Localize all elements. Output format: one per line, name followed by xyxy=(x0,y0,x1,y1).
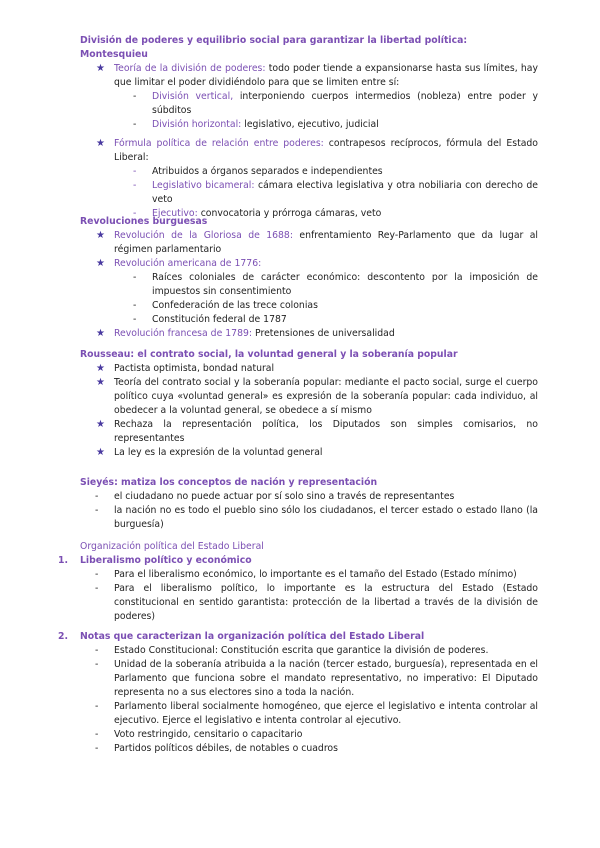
star-icon: ★ xyxy=(96,258,105,269)
dash-icon: - xyxy=(95,729,99,740)
list-item: - Para el liberalismo político, lo importante es la estructura del Estado (Estado constitucional en sentido garantista: protección de la libertad a través de la división de poderes) xyxy=(95,583,538,622)
list-item: - Partidos políticos débiles, de notables o cuadros xyxy=(95,743,338,754)
dash-icon: - xyxy=(95,505,99,516)
list-item: - Para el liberalismo económico, lo importante es el tamaño del Estado (Estado mínimo) xyxy=(95,569,517,580)
star-icon: ★ xyxy=(96,419,105,430)
dash-icon: - xyxy=(95,743,99,754)
dash-icon: - xyxy=(133,208,137,219)
star-icon: ★ xyxy=(96,328,105,339)
numbered-heading: 1. Liberalismo político y económico xyxy=(58,555,252,566)
dash-icon: - xyxy=(133,119,137,130)
list-item: ★ Teoría de la división de poderes: todo poder tiende a expansionarse hasta sus límites, hay que limitar el poder dividiéndolo para que se limiten entre sí: xyxy=(96,63,538,88)
section-rousseau xyxy=(80,348,538,460)
star-icon: ★ xyxy=(96,377,105,388)
section-estado-liberal xyxy=(58,540,538,756)
list-item: ★ Pactista optimista, bondad natural xyxy=(96,363,275,374)
star-icon: ★ xyxy=(96,63,105,74)
dash-icon: - xyxy=(133,300,137,311)
list-item: - Parlamento liberal socialmente homogéneo, que ejerce el legislativo e intenta controlar al ejecutivo. Ejerce el legislativo e intenta controlar al ejecutivo. xyxy=(95,701,538,726)
star-icon: ★ xyxy=(96,363,105,374)
list-item: - División vertical, interponiendo cuerpos intermedios (nobleza) entre poder y súbditos xyxy=(133,91,538,116)
list-item: ★ Revolución de la Gloriosa de 1688: enfrentamiento Rey-Parlamento que da lugar al régimen parlamentario xyxy=(96,230,538,255)
dash-icon: - xyxy=(133,91,137,102)
dash-icon: - xyxy=(95,645,99,656)
list-item: - Voto restringido, censitario o capacitario xyxy=(95,729,303,740)
list-item: - Constitución federal de 1787 xyxy=(133,314,287,325)
list-item: - Estado Constitucional: Constitución escrita que garantice la división de poderes. xyxy=(95,645,489,656)
list-item: ★ Revolución americana de 1776: xyxy=(96,258,262,269)
dash-icon: - xyxy=(133,314,137,325)
list-item: - Atribuidos a órganos separados e independientes xyxy=(133,166,383,177)
dash-icon: - xyxy=(133,166,137,177)
star-icon: ★ xyxy=(96,230,105,241)
dash-icon: - xyxy=(95,569,99,580)
section-sieyes xyxy=(80,476,538,532)
dash-icon: - xyxy=(133,272,137,283)
list-item: ★ La ley es la expresión de la voluntad general xyxy=(96,447,323,458)
section-montesquieu xyxy=(80,34,538,221)
list-item: - el ciudadano no puede actuar por sí solo sino a través de representantes xyxy=(95,491,455,502)
section-heading: Organización política del Estado Liberal xyxy=(80,541,264,552)
list-item: - Confederación de las trece colonias xyxy=(133,300,318,311)
dash-icon: - xyxy=(95,583,99,594)
list-item: - Legislativo bicameral: cámara electiva legislativa y otra nobiliaria con derecho de veto xyxy=(133,180,538,205)
list-item: ★ Rechaza la representación política, los Diputados son simples comisarios, no representantes xyxy=(96,419,538,444)
list-item: ★ Teoría del contrato social y la soberanía popular: mediante el pacto social, surge el cuerpo político cuya «voluntad general» es expresión de la soberanía popular: cada individuo, al obedecer a la voluntad general, se obedece a sí mismo xyxy=(96,377,538,416)
list-item: ★ Fórmula política de relación entre poderes: contrapesos recíprocos, fórmula del Estado Liberal: xyxy=(96,138,538,163)
dash-icon: - xyxy=(133,180,137,191)
dash-icon: - xyxy=(95,491,99,502)
section-heading: Sieyés: matiza los conceptos de nación y representación xyxy=(80,477,378,488)
dash-icon: - xyxy=(95,701,99,712)
list-item: - Unidad de la soberanía atribuida a la nación (tercer estado, burguesía), representada en el Parlamento que funciona sobre el mandato representativo, no imperativo: El Diputado representa no a sus electores sino a toda la nación. xyxy=(95,659,538,698)
star-icon: ★ xyxy=(96,138,105,149)
numbered-heading: 2. Notas que caracterizan la organización política del Estado Liberal xyxy=(58,631,425,642)
list-item: ★ Revolución francesa de 1789: Pretensiones de universalidad xyxy=(96,328,395,339)
list-item: - la nación no es todo el pueblo sino sólo los ciudadanos, el tercer estado o estado llano (la burguesía) xyxy=(95,505,538,530)
star-icon: ★ xyxy=(96,447,105,458)
section-heading: Rousseau: el contrato social, la voluntad general y la soberanía popular xyxy=(80,349,458,360)
section-revoluciones xyxy=(80,215,538,341)
list-item: - Ejecutivo: convocatoria y prórroga cámaras, veto xyxy=(133,208,382,219)
section-heading: División de poderes y equilibrio social para garantizar la libertad política: Montesquieu xyxy=(80,35,468,60)
dash-icon: - xyxy=(95,659,99,670)
list-item: - División horizontal: legislativo, ejecutivo, judicial xyxy=(133,119,379,130)
section-heading: Revoluciones burguesas xyxy=(80,216,208,227)
list-item: - Raíces coloniales de carácter económico: descontento por la imposición de impuestos sin consentimiento xyxy=(133,272,538,297)
